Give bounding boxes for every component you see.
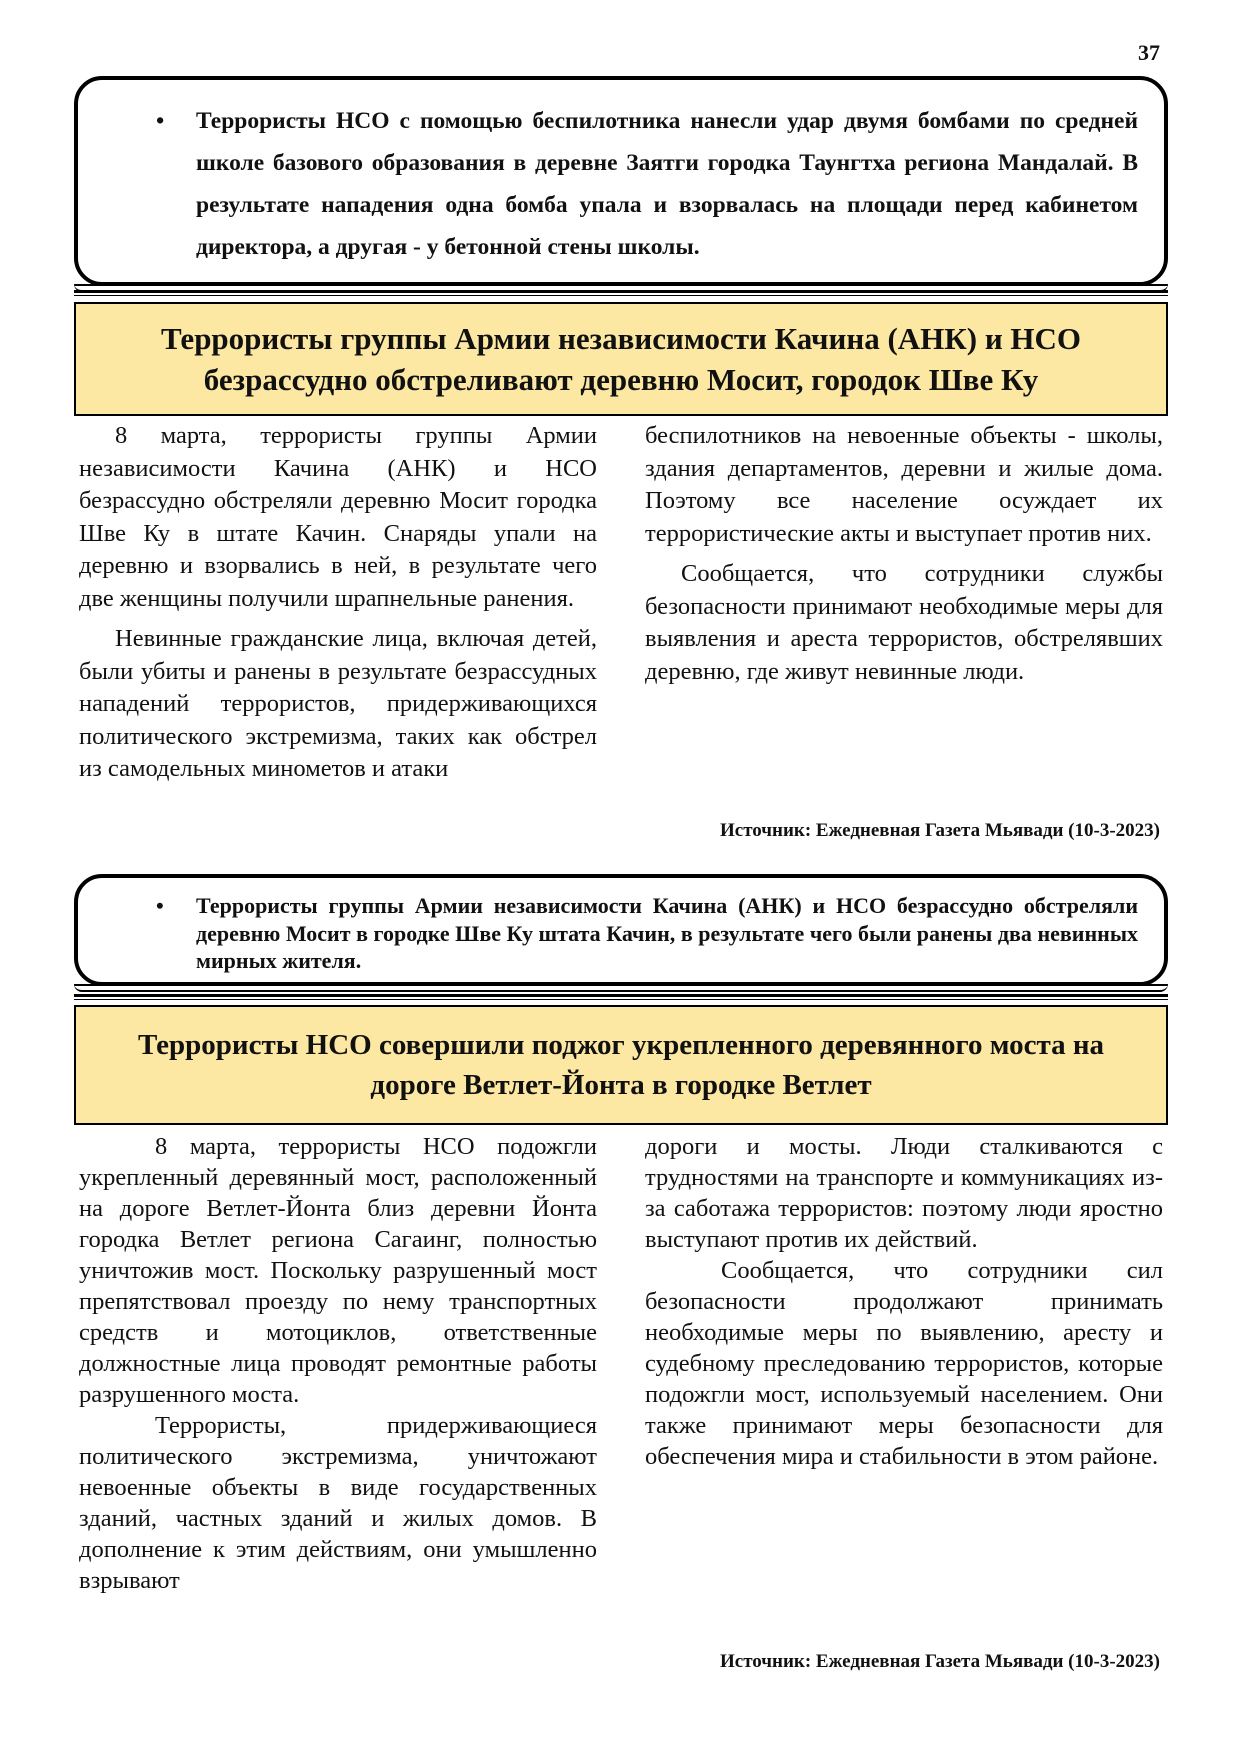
article-column-right (645, 420, 1163, 786)
article-body (79, 420, 1163, 786)
summary-item (156, 892, 1138, 975)
article-column-left (79, 1131, 597, 1596)
section-divider (74, 994, 1168, 1000)
paragraph: 8 марта, террористы НСО подожгли укрепленный деревянный мост, расположенный на дороге Ветлет-Йонта близ деревни Йонта городка Ветлет региона Сагаинг, полностью уничтожив мост. Поскольку разрушенный мост препятствовал проезду по нему транспортных средств и мотоциклов, ответственные должностные лица проводят ремонтные работы разрушенного моста. (79, 1133, 597, 1408)
paragraph: Террористы, придерживающиеся политического экстремизма, уничтожают невоенные объекты в виде государственных зданий, частных зданий и жилых домов. В дополнение к этим действиям, они умышленно взрывают (79, 1412, 597, 1594)
summary-text: Террористы группы Армии независимости Качина (АНК) и НСО безрассудно обстреляли деревню Мосит в городке Шве Ку штата Качин, в результате чего были ранены два невинных мирных жителя. (196, 893, 1138, 973)
article-body (79, 1131, 1163, 1596)
summary-list (136, 100, 1138, 268)
summary-text: Террористы НСО с помощью беспилотника нанесли удар двумя бомбами по средней школе базового образования в деревне Заятги городка Таунгтха региона Мандалай. В результате нападения одна бомба упала и взорвалась на площади перед кабинетом директора, а другая - у бетонной стены школы. (196, 108, 1138, 260)
article-headline: Террористы группы Армии независимости Качина (АНК) и НСО безрассудно обстреливают деревню Мосит, городок Шве Ку (74, 302, 1168, 416)
bullet-icon: • (156, 108, 165, 134)
paragraph: 8 марта, террористы группы Армии независимости Качина (АНК) и НСО безрассудно обстреляли деревню Мосит городка Шве Ку в штате Качин. Снаряды упали на деревню и взорвались в ней, в результате чего две женщины получили шрапнельные ранения. (79, 422, 597, 612)
bullet-icon: • (156, 893, 164, 918)
article-headline: Террористы НСО совершили поджог укрепленного деревянного моста на дороге Ветлет-Йонта в городке Ветлет (74, 1005, 1168, 1125)
summary-box (74, 874, 1168, 986)
article-column-right (645, 1131, 1163, 1596)
paragraph: Сообщается, что сотрудники сил безопасности продолжают принимать необходимые меры по выявлению, аресту и судебному преследованию террористов, которые подожгли мост, используемый населением. Они также принимают меры безопасности для обеспечения мира и стабильности в этом районе. (645, 1257, 1163, 1470)
section-divider (74, 290, 1168, 296)
page-number: 37 (1138, 40, 1160, 65)
article-column-left (79, 420, 597, 786)
summary-item (156, 100, 1138, 268)
paragraph: Сообщается, что сотрудники службы безопасности принимают необходимые меры для выявления и ареста террористов, обстрелявших деревню, где живут невинные люди. (645, 560, 1163, 685)
source-citation: Источник: Ежедневная Газета Мьявади (10-3-2023) (720, 1651, 1160, 1672)
source-citation: Источник: Ежедневная Газета Мьявади (10-3-2023) (720, 820, 1160, 841)
paragraph: дороги и мосты. Люди сталкиваются с трудностями на транспорте и коммуникациях из-за саботажа террористов: поэтому люди яростно выступают против их действий. (645, 1133, 1163, 1253)
paragraph: Невинные гражданские лица, включая детей, были убиты и ранены в результате безрассудных нападений террористов, придерживающихся политического экстремизма, таких как обстрел из самодельных минометов и атаки (79, 625, 597, 782)
summary-list (136, 892, 1138, 975)
paragraph: беспилотников на невоенные объекты - школы, здания департаментов, деревни и жилые дома. Поэтому все население осуждает их террористические акты и выступает против них. (645, 422, 1163, 547)
summary-box (74, 76, 1168, 286)
